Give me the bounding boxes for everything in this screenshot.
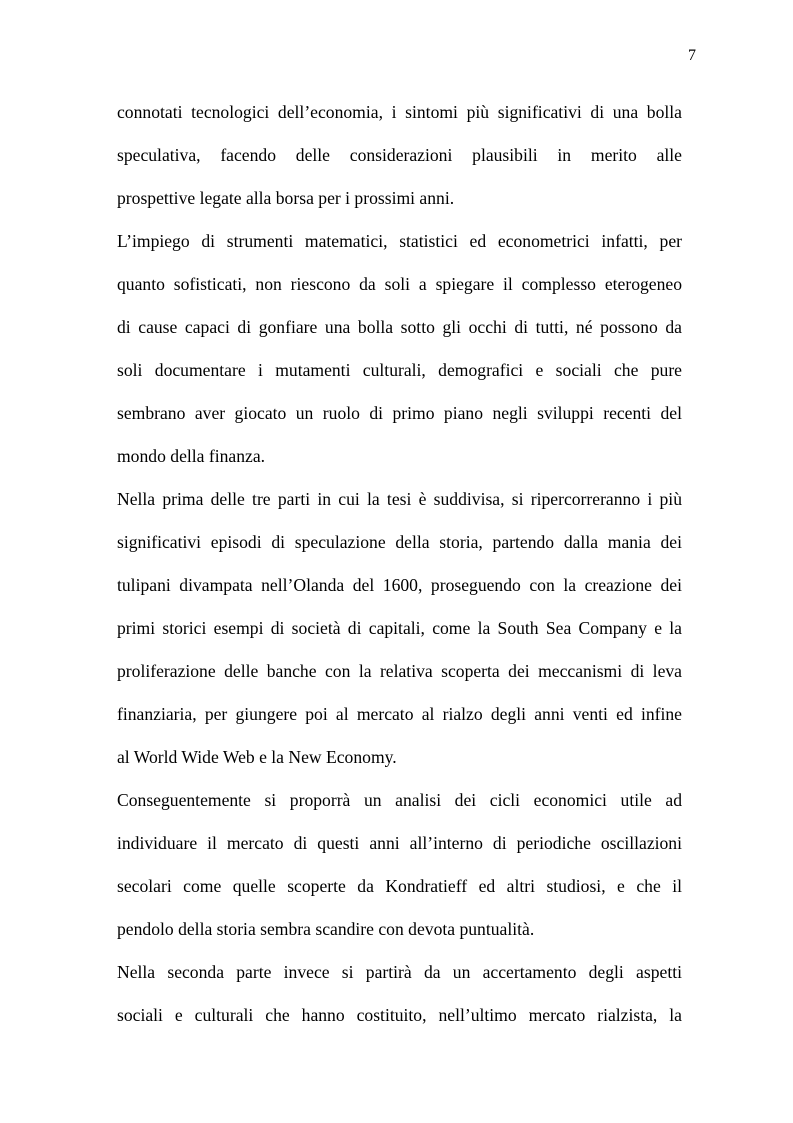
paragraph-3 bbox=[117, 478, 682, 779]
page-number: 7 bbox=[688, 47, 696, 64]
text-line: significativi episodi di speculazione della storia, partendo dalla mania dei bbox=[117, 532, 682, 552]
paragraph-5 bbox=[117, 951, 682, 1037]
text-line: quanto sofisticati, non riescono da soli a spiegare il complesso eterogeneo bbox=[117, 274, 682, 294]
paragraph-2 bbox=[117, 220, 682, 478]
body-text bbox=[117, 91, 682, 1037]
text-line: tulipani divampata nell’Olanda del 1600, proseguendo con la creazione dei bbox=[117, 575, 682, 595]
text-line: Conseguentemente si proporrà un analisi dei cicli economici utile ad bbox=[117, 790, 682, 810]
text-line: proliferazione delle banche con la relativa scoperta dei meccanismi di leva bbox=[117, 661, 682, 681]
text-line: primi storici esempi di società di capitali, come la South Sea Company e la bbox=[117, 618, 682, 638]
text-line: pendolo della storia sembra scandire con devota puntualità. bbox=[117, 919, 535, 939]
text-line: L’impiego di strumenti matematici, statistici ed econometrici infatti, per bbox=[117, 231, 682, 251]
text-line: speculativa, facendo delle considerazioni plausibili in merito alle bbox=[117, 145, 682, 165]
text-line: prospettive legate alla borsa per i prossimi anni. bbox=[117, 188, 455, 208]
paragraph-4 bbox=[117, 779, 682, 951]
text-line: finanziaria, per giungere poi al mercato al rialzo degli anni venti ed infine bbox=[117, 704, 682, 724]
text-line: al World Wide Web e la New Economy. bbox=[117, 747, 397, 767]
text-line: sembrano aver giocato un ruolo di primo piano negli sviluppi recenti del bbox=[117, 403, 682, 423]
text-line: sociali e culturali che hanno costituito, nell’ultimo mercato rialzista, la bbox=[117, 1005, 682, 1025]
text-line: Nella seconda parte invece si partirà da un accertamento degli aspetti bbox=[117, 962, 682, 982]
text-line: secolari come quelle scoperte da Kondratieff ed altri studiosi, e che il bbox=[117, 876, 682, 896]
text-line: connotati tecnologici dell’economia, i sintomi più significativi di una bolla bbox=[117, 102, 682, 122]
text-line: Nella prima delle tre parti in cui la tesi è suddivisa, si ripercorreranno i più bbox=[117, 489, 682, 509]
paragraph-1 bbox=[117, 91, 682, 220]
text-line: di cause capaci di gonfiare una bolla sotto gli occhi di tutti, né possono da bbox=[117, 317, 682, 337]
text-line: mondo della finanza. bbox=[117, 446, 266, 466]
text-line: individuare il mercato di questi anni all’interno di periodiche oscillazioni bbox=[117, 833, 682, 853]
text-line: soli documentare i mutamenti culturali, demografici e sociali che pure bbox=[117, 360, 682, 380]
